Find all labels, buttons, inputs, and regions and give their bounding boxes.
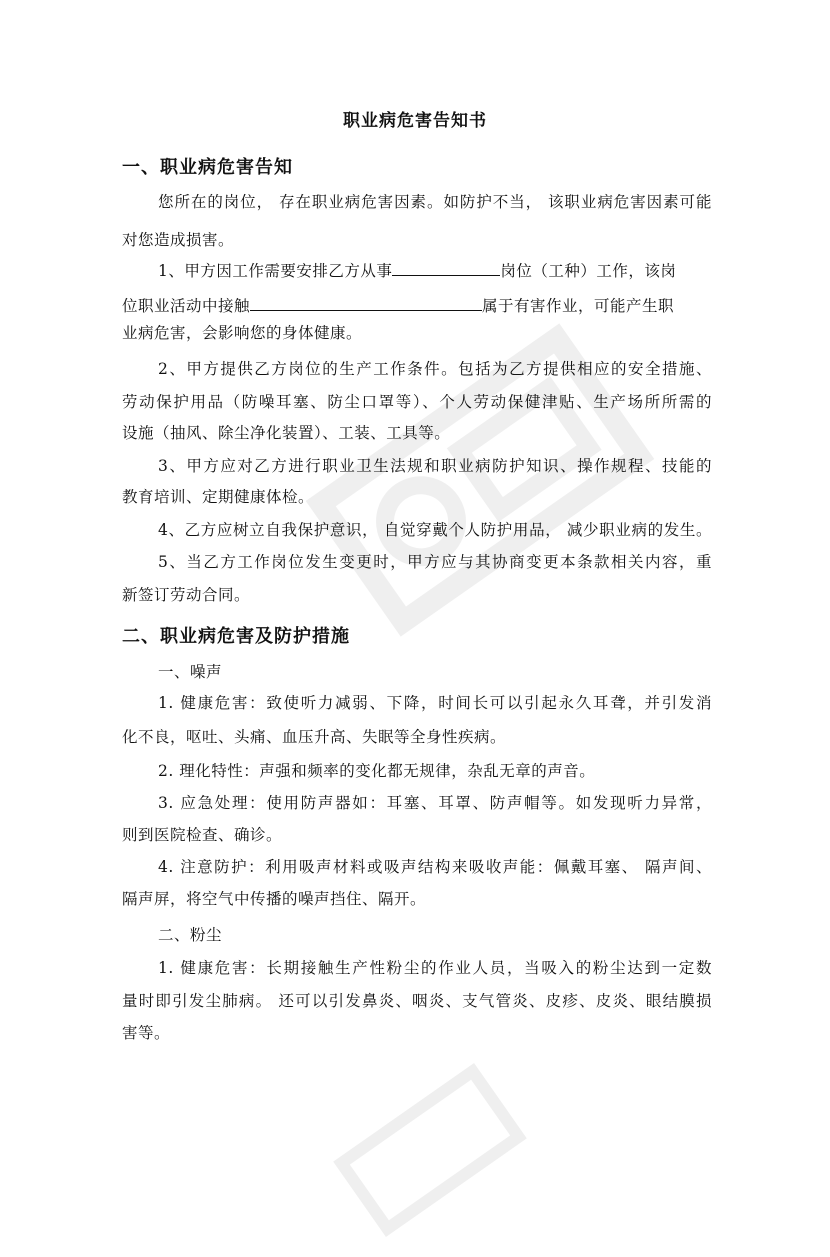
paragraph-line: 害等。 — [122, 1024, 171, 1042]
paragraph-line: 量时即引发尘肺病。 还可以引发鼻炎、咽炎、支气管炎、皮疹、皮炎、眼结膜损 — [122, 992, 712, 1010]
paragraph-line: 新签订劳动合同。 — [122, 586, 251, 604]
page-title: 职业病危害告知书 — [343, 111, 487, 131]
paragraph-line: 1. 健康危害：长期接触生产性粉尘的作业人员，当吸入的粉尘达到一定数 — [158, 959, 712, 977]
paragraph-line: 设施（抽风、除尘净化装置）、工装、工具等。 — [122, 424, 451, 442]
paragraph-line: 则到医院检查、确诊。 — [122, 826, 283, 844]
paragraph-line: 隔声屏，将空气中传播的噪声挡住、隔开。 — [122, 890, 427, 908]
paragraph-line: 3. 应急处理：使用防声器如：耳塞、耳罩、防声帽等。如发现听力异常， — [158, 794, 712, 812]
paragraph-line: 3、甲方应对乙方进行职业卫生法规和职业病防护知识、操作规程、技能的 — [158, 457, 712, 475]
paragraph-line: 您所在的岗位， 存在职业病危害因素。如防护不当， 该职业病危害因素可能 — [158, 193, 712, 211]
paragraph-line: 教育培训、定期健康体检。 — [122, 488, 315, 506]
subheading: 一、噪声 — [158, 663, 223, 681]
text-segment: 1、甲方因工作需要安排乙方从事 — [158, 262, 393, 280]
paragraph-line: 2、甲方提供乙方岗位的生产工作条件。包括为乙方提供相应的安全措施、 — [158, 360, 712, 378]
paragraph-line — [122, 295, 712, 316]
watermark-icon — [314, 1043, 547, 1256]
paragraph-line: 4. 注意防护：利用吸声材料或吸声结构来吸收声能：佩戴耳塞、 隔声间、 — [158, 858, 712, 876]
text-segment: 属于有害作业，可能产生职 — [482, 297, 675, 315]
fill-in-blank-hazard-factor[interactable] — [250, 295, 482, 311]
paragraph-line: 对您造成损害。 — [122, 231, 235, 249]
paragraph-line — [158, 260, 712, 281]
paragraph-line: 1. 健康危害：致使听力减弱、下降，时间长可以引起永久耳聋，并引发消 — [158, 694, 712, 712]
fill-in-blank-job-position[interactable] — [392, 260, 500, 276]
paragraph-line: 2. 理化特性：声强和频率的变化都无规律，杂乱无章的声音。 — [158, 762, 596, 780]
section-heading: 一、职业病危害告知 — [122, 157, 293, 178]
paragraph-line: 5、当乙方工作岗位发生变更时，甲方应与其协商变更本条款相关内容，重 — [158, 553, 712, 571]
text-segment: 位职业活动中接触 — [122, 297, 251, 315]
text-segment: 岗位（工种）工作，该岗 — [500, 262, 677, 280]
section-heading: 二、职业病危害及防护措施 — [122, 626, 350, 647]
paragraph-line: 业病危害，会影响您的身体健康。 — [122, 324, 363, 342]
subheading: 二、粉尘 — [158, 926, 223, 944]
paragraph-line: 4、乙方应树立自我保护意识， 自觉穿戴个人防护用品， 减少职业病的发生。 — [158, 521, 712, 539]
paragraph-line: 化不良，呕吐、头痛、血压升高、失眠等全身性疾病。 — [122, 728, 507, 746]
paragraph-line: 劳动保护用品（防噪耳塞、防尘口罩等）、个人劳动保健津贴、生产场所所需的 — [122, 393, 712, 411]
